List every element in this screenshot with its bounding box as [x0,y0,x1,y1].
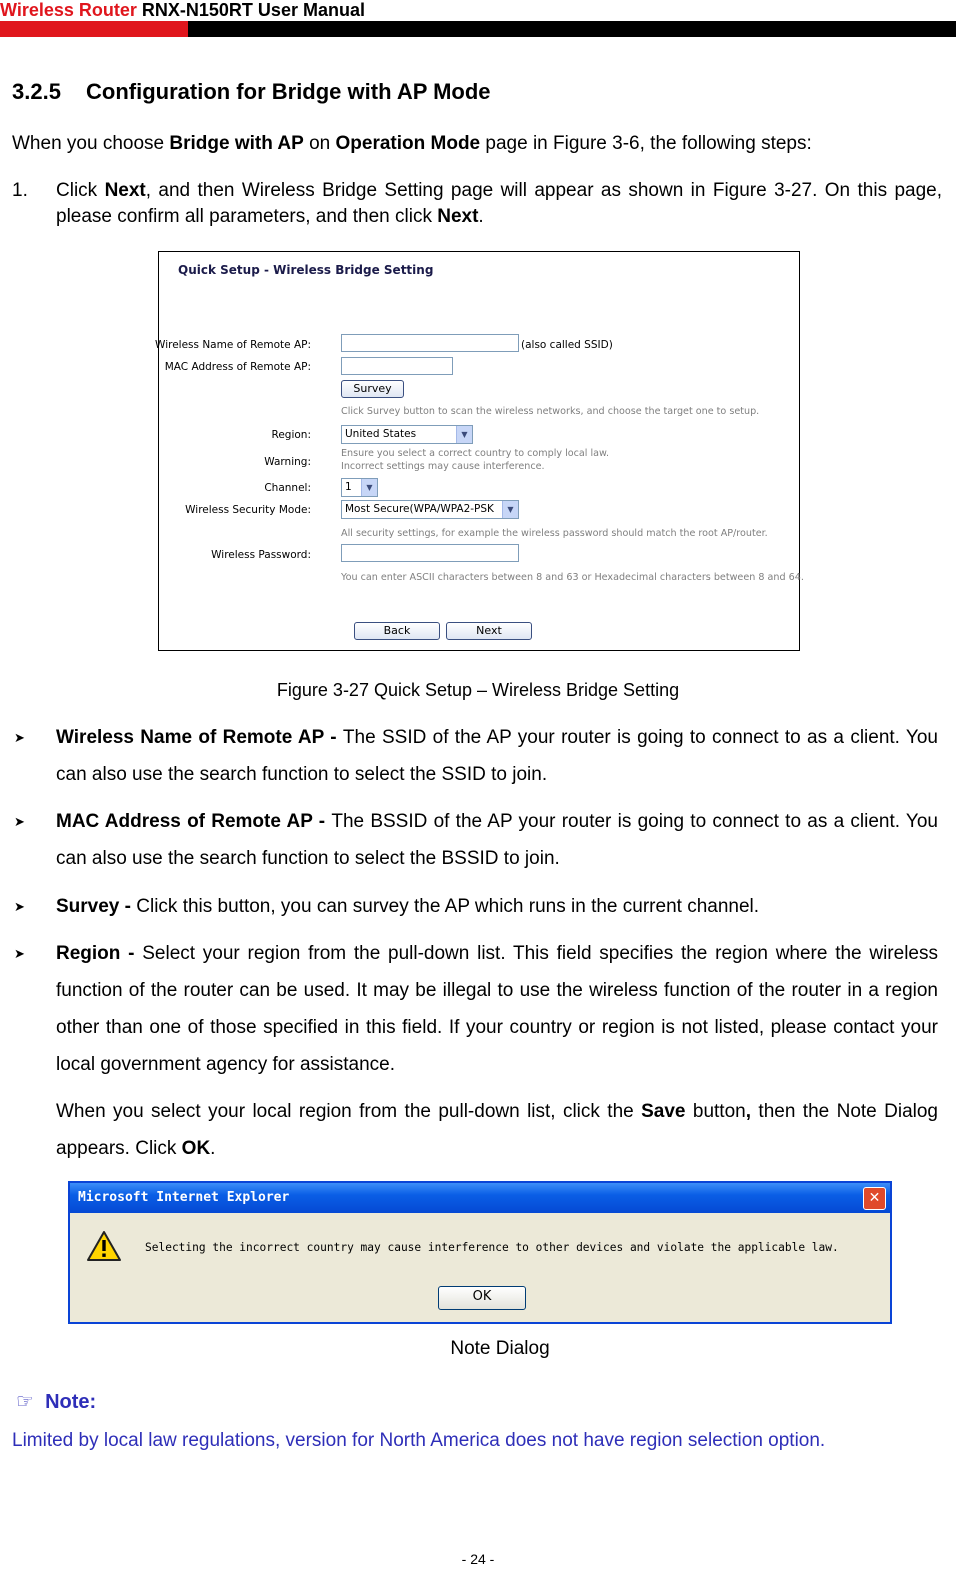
header-manual-title: RNX-N150RT User Manual [141,0,365,20]
pointing-hand-icon: ☞ [16,1391,34,1413]
channel-value: 1 [345,481,352,493]
mac-input[interactable] [341,357,453,375]
section-number: 3.2.5 [12,79,61,104]
bullet-arrow-icon: ➤ [14,946,25,961]
header-brand: Wireless Router [0,0,137,20]
dialog-title: Microsoft Internet Explorer [70,1183,890,1213]
intro-paragraph: When you choose Bridge with AP on Operation Mode page in Figure 3-6, the following steps: [12,133,812,154]
bullet-region: Region - Select your region from the pull-down list. This field specifies the region where the wireless function of the router can be used. It may be illegal to use the wireless function of the router in a region other than one of those specified in this field. If your country or region is not listed, please contact your local government agency for assistance. [56,943,938,1075]
password-hint: You can enter ASCII characters between 8 and 63 or Hexadecimal characters between 8 and 64. [341,572,804,583]
note-text: Limited by local law regulations, version for North America does not have region selection option. [12,1430,826,1451]
header-bar-accent [0,21,188,37]
bullet-mac: MAC Address of Remote AP - The BSSID of the AP your router is going to connect to as a client. You can also use the search function to select the BSSID to join. [56,811,938,869]
ssid-hint: (also called SSID) [521,339,613,351]
dialog-message: Selecting the incorrect country may cause interference to other devices and violate the applicable law. [145,1241,839,1254]
figure-title: Quick Setup - Wireless Bridge Setting [178,263,434,277]
region-value: United States [345,428,417,440]
back-button[interactable]: Back [354,622,440,640]
chevron-down-icon: ▼ [502,501,518,518]
channel-label: Channel: [264,482,311,494]
warning-icon [86,1230,122,1262]
close-icon[interactable]: ✕ [863,1187,886,1210]
section-title [12,79,491,105]
warning-text-1: Ensure you select a correct country to comply local law. [341,448,610,459]
step-paragraph: Click Next, and then Wireless Bridge Setting page will appear as shown in Figure 3-27. On this page, please confirm all parameters, and then click Next. [56,180,942,227]
bullet-survey: Survey - Click this button, you can survey the AP which runs in the current channel. [56,896,760,917]
chevron-down-icon: ▼ [456,426,472,443]
region-label: Region: [271,429,311,441]
wireless-bridge-setting-figure [155,251,804,651]
ssid-label: Wireless Name of Remote AP: [155,339,311,351]
channel-select[interactable] [341,478,378,497]
bullet-ssid: Wireless Name of Remote AP - The SSID of the AP your router is going to connect to as a client. You can also use the search function to select the SSID to join. [56,727,938,785]
header-title [0,0,365,20]
page-number: - 24 - [461,1551,495,1567]
warning-label: Warning: [264,456,311,468]
ok-button[interactable]: OK [438,1286,526,1310]
chevron-down-icon: ▼ [361,479,377,496]
region-note-paragraph: When you select your local region from the pull-down list, click the Save button, then the Note Dialog appears. Click OK. [56,1101,938,1159]
security-mode-label: Wireless Security Mode: [185,504,311,516]
note-label: Note: [45,1391,97,1413]
security-mode-value: Most Secure(WPA/WPA2-PSK [345,503,494,515]
security-mode-select[interactable] [341,500,519,519]
ssid-input[interactable] [341,334,519,352]
header-bar [0,21,956,37]
dialog-caption: Note Dialog [450,1338,550,1359]
region-select[interactable] [341,425,473,444]
section-heading: Configuration for Bridge with AP Mode [86,79,491,104]
warning-text-2: Incorrect settings may cause interference. [341,461,545,472]
mac-label: MAC Address of Remote AP: [164,361,311,373]
bullet-arrow-icon: ➤ [14,899,25,914]
security-hint: All security settings, for example the wireless password should match the root AP/router. [341,528,768,539]
note-dialog [68,1181,892,1324]
bullet-arrow-icon: ➤ [14,814,25,829]
step-number: 1. [12,180,28,201]
survey-button[interactable]: Survey [341,380,404,398]
figure-caption: Figure 3-27 Quick Setup – Wireless Bridge Setting [276,680,680,700]
survey-hint: Click Survey button to scan the wireless networks, and choose the target one to setup. [341,406,760,417]
next-button[interactable]: Next [446,622,532,640]
note-heading [16,1389,96,1414]
password-input[interactable] [341,544,519,562]
password-label: Wireless Password: [211,549,311,561]
bullet-arrow-icon: ➤ [14,730,25,745]
